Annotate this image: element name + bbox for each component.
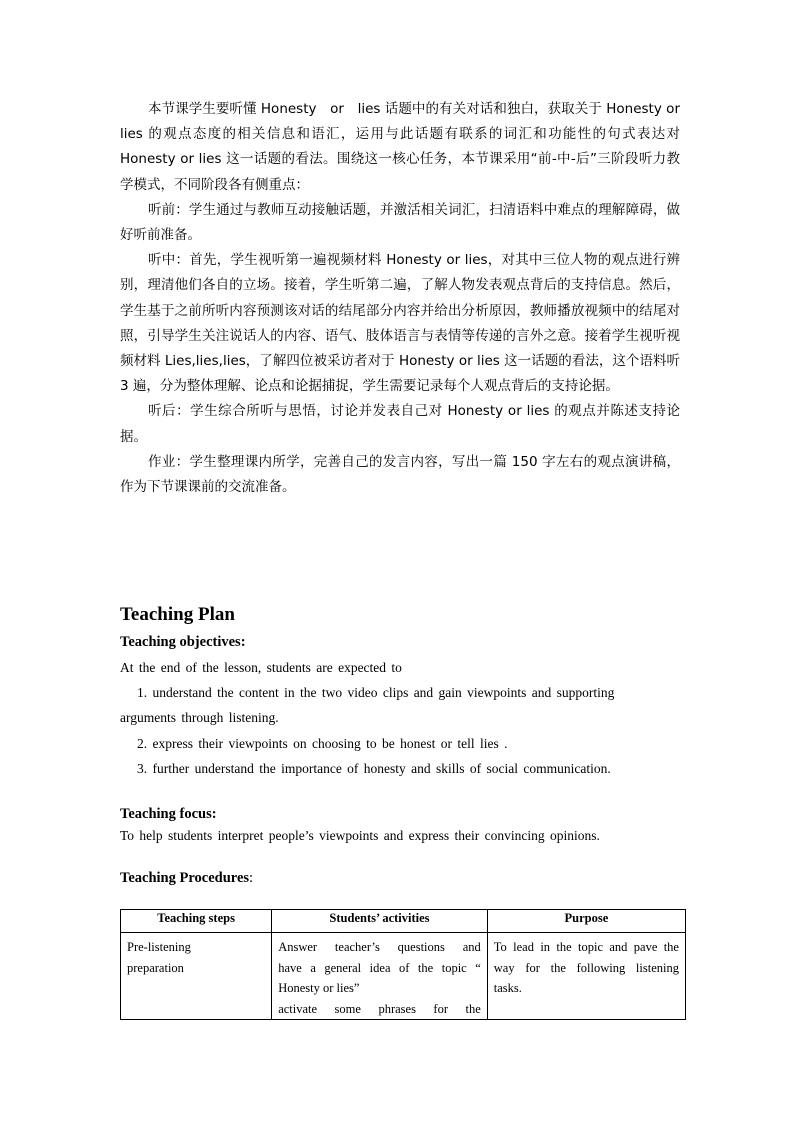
objective-1-line-1: 1. understand the content in the two video clips and gain viewpoints and supporting <box>137 685 615 700</box>
procedures-heading <box>120 870 253 887</box>
teaching-plan-title: Teaching Plan <box>120 604 235 625</box>
intro-paragraph-pre-listening: 听前：学生通过与教师互动接触话题，并激活相关词汇，扫清语料中难点的理解障碍，做好听前准备。 <box>120 201 680 244</box>
intro-paragraph-overview: 本节课学生要听懂 Honesty or lies 话题中的有关对话和独白，获取关于 Honesty or lies 的观点态度的相关信息和语汇，运用与此话题有联系的词汇和功能性的句式表达对 Honesty or lies 这一话题的看法。围绕这一核心任务，本节课采用“前-中-后”三阶段听力教学模式，不同阶段各有侧重点： <box>120 101 680 193</box>
activity-line-3: Honesty or lies” <box>278 981 360 995</box>
table-row <box>121 933 686 1020</box>
header-teaching-steps: Teaching steps <box>121 910 272 933</box>
cell-students-activity <box>272 933 488 1020</box>
objective-1-line-2: arguments through listening. <box>120 710 279 725</box>
intro-paragraph-post-listening: 听后：学生综合所听与思悟，讨论并发表自己对 Honesty or lies 的观点并陈述支持论据。 <box>120 403 680 445</box>
activity-line-1: Answer teacher’s questions and <box>278 940 481 954</box>
activity-line-2: have a general idea of the topic “ <box>278 960 481 975</box>
objective-3: 3. further understand the importance of honesty and skills of social communication. <box>137 761 611 776</box>
cell-teaching-step <box>121 933 272 1020</box>
objectives-intro: At the end of the lesson, students are expected to <box>120 660 402 675</box>
procedures-heading-colon: : <box>249 870 254 886</box>
table-header-row <box>121 910 686 933</box>
step-line-2: preparation <box>127 960 184 975</box>
step-line-1: Pre-listening <box>127 940 191 954</box>
focus-text: To help students interpret people’s viewpoints and express their convincing opinions. <box>120 828 600 843</box>
focus-heading: Teaching focus: <box>120 806 217 822</box>
chinese-intro <box>120 97 680 500</box>
objectives-heading: Teaching objectives: <box>120 634 246 650</box>
intro-paragraph-while-listening: 听中：首先，学生视听第一遍视频材料 Honesty or lies，对其中三位人物的观点进行辨别，理清他们各自的立场。接着，学生听第二遍，了解人物发表观点背后的支持信息。然后，学生基于之前所听内容预测该对话的结尾部分内容并给出分析原因，教师播放视频中的结尾对照，引导学生关注说话人的内容、语气、肢体语言与表情等传递的言外之意。接着学生视听视频材料 Lies,lies,lies，了解四位被采访者对于 Honesty or lies 这一话题的看法，这个语料听 3 遍，分为整体理解、论点和论据捕捉，学生需要记录每个人观点背后的支持论据。 <box>120 252 680 395</box>
procedures-table <box>120 909 686 1020</box>
header-students-activities: Students’ activities <box>272 910 488 933</box>
cell-purpose: To lead in the topic and pave the way for the following listening tasks. <box>487 933 685 1020</box>
objective-2: 2. express their viewpoints on choosing to be honest or tell lies . <box>137 736 508 751</box>
activity-line-4: activate some phrases for the <box>278 1001 481 1016</box>
procedures-heading-text: Teaching Procedures <box>120 870 250 886</box>
header-purpose: Purpose <box>487 910 685 933</box>
intro-paragraph-homework: 作业：学生整理课内所学，完善自己的发言内容，写出一篇 150 字左右的观点演讲稿，作为下节课课前的交流准备。 <box>120 453 680 496</box>
